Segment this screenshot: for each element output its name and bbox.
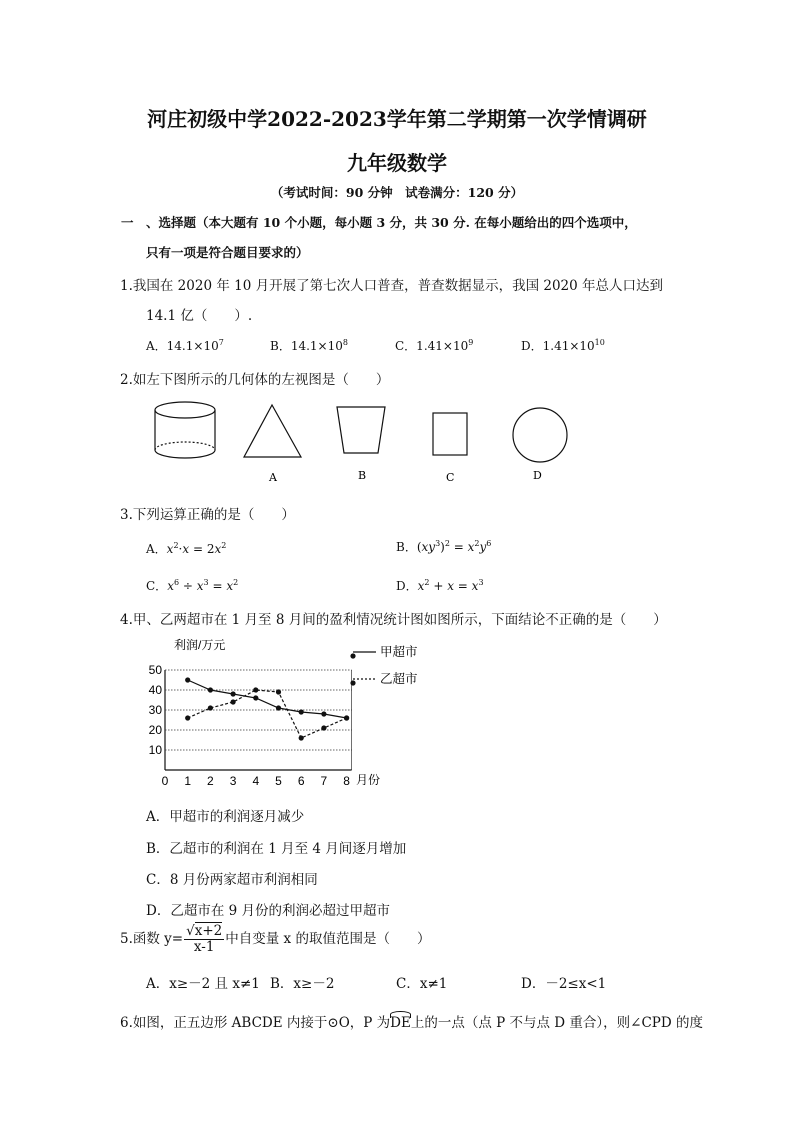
q3-option-c: C．$x^6 \div x^3 = x^2$ xyxy=(146,578,239,593)
series-2-point xyxy=(276,689,281,694)
q1-option-c: C．$1.41\times 10^9$ xyxy=(395,338,474,353)
q4-stem: 4.甲、乙两超市在 1 月至 8 月间的盈利情况统计图如图所示，下面结论不正确的是（ ） xyxy=(120,612,667,628)
series-1-point xyxy=(321,711,326,716)
q4-option-a: A．甲超市的利润逐月减少 xyxy=(146,809,305,825)
x-tick-label: 8 xyxy=(343,774,350,788)
legend-label: 乙超市 xyxy=(380,672,418,686)
y-tick-label: 30 xyxy=(148,703,162,717)
section-instructions-line2: 只有一项是符合题目要求的） xyxy=(146,245,309,260)
x-tick-label: 3 xyxy=(229,774,237,788)
q5-option-b: B．x≥－2 xyxy=(270,976,335,992)
x-tick-label: 1 xyxy=(184,774,192,788)
section-number: 一 xyxy=(121,215,134,230)
label-a: A xyxy=(269,471,277,484)
series-2-point xyxy=(231,699,236,704)
series-1-point xyxy=(276,705,281,710)
exam-title: 河庄初级中学2022-2023学年第二学期第一次学情调研 xyxy=(147,107,647,131)
chart-lines xyxy=(185,677,349,740)
q4-option-c: C．8 月份两家超市利润相同 xyxy=(146,872,318,888)
series-2-point xyxy=(321,725,326,730)
series-2-point xyxy=(253,687,258,692)
label-d: D xyxy=(533,469,542,482)
chart-legend xyxy=(350,644,417,686)
section-instructions-line1: 、选择题（本大题有 10 个小题，每小题 3 分，共 30 分. 在每小题给出的四个选项中， xyxy=(146,215,637,230)
series-1-point xyxy=(299,709,304,714)
q1-option-a: A．$14.1\times 10^7$ xyxy=(146,338,224,353)
profit-line-chart xyxy=(140,632,450,792)
exam-subtitle: 九年级数学 xyxy=(347,151,447,175)
x-tick-label: 6 xyxy=(297,774,305,788)
series-2-point xyxy=(185,715,190,720)
arc-de: DE xyxy=(390,1015,411,1031)
series-2-point xyxy=(299,735,304,740)
y-tick-label: 50 xyxy=(148,663,162,677)
q4-option-d: D．乙超市在 9 月份的利润必超过甲超市 xyxy=(146,903,390,919)
q1-option-d: D．$1.41\times 10^{10}$ xyxy=(521,338,605,353)
rectangle-figure xyxy=(433,413,467,455)
cylinder-figure xyxy=(155,402,215,458)
legend-label: 甲超市 xyxy=(380,645,418,659)
chart-grid xyxy=(165,670,352,770)
y-tick-label: 10 xyxy=(148,743,162,757)
q3-stem: 3.下列运算正确的是（ ） xyxy=(120,507,295,523)
x-tick-label: 5 xyxy=(275,774,282,788)
series-2-point xyxy=(344,715,349,720)
label-c: C xyxy=(446,471,455,484)
q5-fraction: $\frac{√x+2}{x-1}$ xyxy=(186,923,223,955)
q3-option-a: A．$x^2\cdot x = 2x^2$ xyxy=(146,541,227,556)
x-tick-label: 4 xyxy=(252,774,260,788)
series-1-point xyxy=(185,677,190,682)
y-tick-label: 40 xyxy=(148,683,162,697)
q1-option-b: B．$14.1\times 10^8$ xyxy=(270,338,348,353)
x-tick-label: 7 xyxy=(320,774,328,788)
q1-stem-line1: 1.我国在 2020 年 10 月开展了第七次人口普查，普查数据显示，我国 2020 年总人口达到 xyxy=(120,278,664,294)
circle-figure xyxy=(513,408,567,462)
q1-stem-line2: 14.1 亿（ ）. xyxy=(146,308,253,324)
x-tick-label: 2 xyxy=(207,774,214,788)
trapezoid-figure xyxy=(337,407,385,453)
q6-stem: 6.如图，正五边形 ABCDE 内接于⊙O，P 为DE上的一点（点 P 不与点 D 重合），则∠CPD 的度 xyxy=(120,1015,704,1031)
series-1-point xyxy=(253,695,258,700)
q5-option-a: A．x≥－2 且 x≠1 xyxy=(146,976,260,992)
x-tick-label: 0 xyxy=(161,774,169,788)
q2-stem: 2.如左下图所示的几何体的左视图是（ ） xyxy=(120,372,390,388)
x-axis-label: 月份 xyxy=(356,773,381,787)
chart-ticks xyxy=(149,663,351,788)
triangle-figure xyxy=(244,405,301,457)
q3-option-d: D．$x^2 + x = x^3$ xyxy=(396,578,484,593)
q2-figures xyxy=(140,395,600,490)
series-1-point xyxy=(231,691,236,696)
q4-option-b: B．乙超市的利润在 1 月至 4 月间逐月增加 xyxy=(146,841,407,857)
y-axis-label: 利润/万元 xyxy=(174,638,226,652)
legend-marker xyxy=(350,653,355,658)
y-tick-label: 20 xyxy=(148,723,162,737)
q5-option-c: C．x≠1 xyxy=(396,976,448,992)
series-2-point xyxy=(208,705,213,710)
series-1-point xyxy=(208,687,213,692)
q5-option-d: D．－2≤x<1 xyxy=(521,976,607,992)
exam-info: （考试时间：90 分钟 试卷满分：120 分） xyxy=(270,185,524,200)
q5-stem: 5.函数 y= $\frac{√x+2}{x-1}$ 中自变量 x 的取值范围是（ ） xyxy=(120,923,431,955)
q3-option-b: B．$(xy^3)^2 = x^2y^6$ xyxy=(396,539,492,554)
legend-marker xyxy=(350,680,355,685)
label-b: B xyxy=(358,469,367,482)
